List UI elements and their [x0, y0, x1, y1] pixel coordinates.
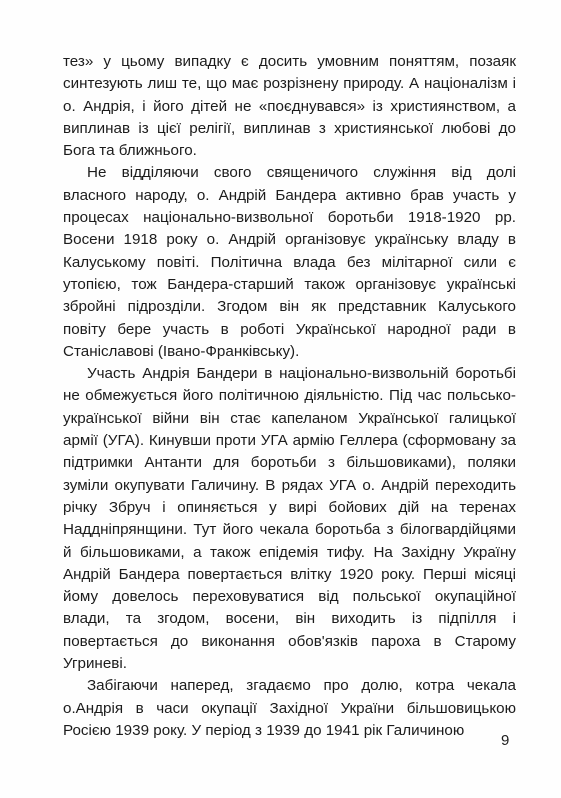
paragraph-2: Не відділяючи свого священичого служіння від долі власного народу, о. Андрій Бандера активно брав участь у процесах національно-визвольної боротьби 1918-1920 рр. Восени 1918 року о. Андрій організовує українську владу в Калуському повіті. Політична влада без мілітарної сили є утопією, тож Бандера-старший також організовує українські збройні підрозділи. Згодом він як представник Калуського повіту бере участь в роботі Української народної ради в Станіславові (Івано-Франківську). [63, 164, 516, 360]
paragraph-4: Забігаючи наперед, згадаємо про долю, котра чекала о.Андрія в часи окупації Західної України більшовицькою Росією 1939 року. У період з 1939 до 1941 рік Галичиною [63, 677, 516, 739]
paragraph-1: тез» у цьому випадку є досить умовним поняттям, позаяк синтезують лиш те, що має розрізнену природу. А націоналізм і о. Андрія, і його дітей не «поєднувався» із християнством, а виплинав із цієї релігії, виплинав з християнської любові до Бога та ближнього. [63, 53, 516, 160]
paragraph-3: Участь Андрія Бандери в національно-визвольній боротьбі не обмежується його політичною діяльністю. Під час польсько-української війни він стає капеланом Української галицької армії (УГА). Кинувши проти УГА армію Геллера (сформовану за підтримки Антанти для боротьби з більшовиками), поляки зуміли окупувати Галичину. В рядах УГА о. Андрій переходить річку Збруч і опиняється у вирі бойових дій на теренах Наддніпрянщини. Тут його чекала боротьба з білогвардійцями й більшовиками, а також епідемія тифу. На Західну Україну Андрій Бандера повертається влітку 1920 року. Перші місяці йому довелось переховуватися від польської окупаційної влади, та згодом, восени, він виходить із підпілля і повертається до виконання обов'язків пароха в Старому Угриневі. [63, 365, 516, 673]
page-number: 9 [501, 732, 510, 749]
body-text [63, 51, 516, 742]
